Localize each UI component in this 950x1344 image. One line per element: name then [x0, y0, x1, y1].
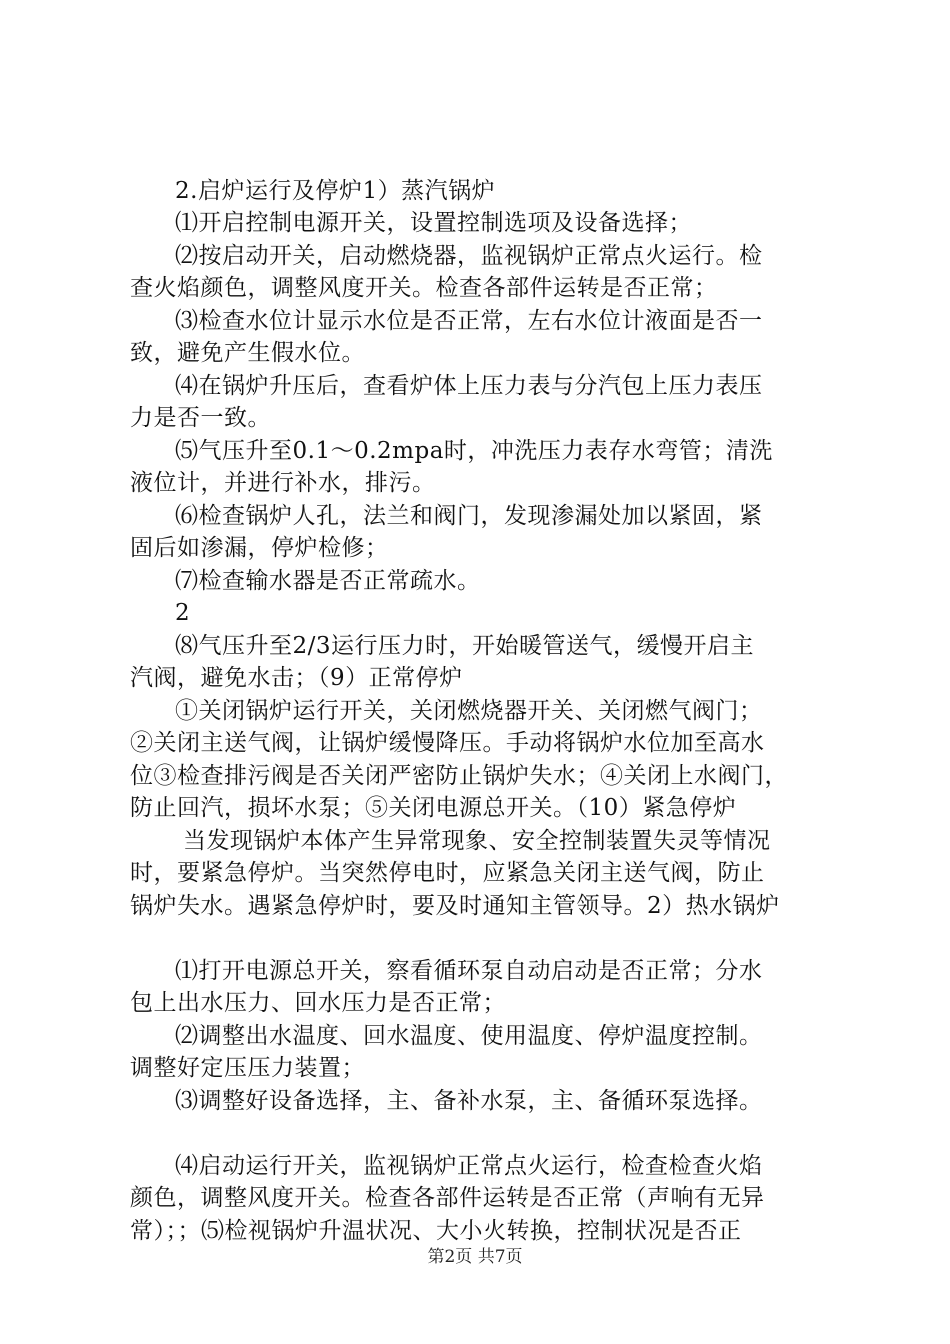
text-line: ⑶检查水位计显示水位是否正常，左右水位计液面是否一 — [175, 308, 763, 334]
text-line: 颜色，调整风度开关。检查各部件运转是否正常（声响有无异 — [130, 1185, 765, 1211]
text-line: ⑷在锅炉升压后，查看炉体上压力表与分汽包上压力表压 — [175, 373, 763, 399]
page-footer: 第2页 共7页 — [427, 1247, 523, 1267]
text-line: 防止回汽，损坏水泵；⑤关闭电源总开关。（10）紧急停炉 — [130, 795, 737, 821]
text-line: ⑸气压升至0.1～0.2mpa时，冲洗压力表存水弯管；清洗 — [175, 438, 773, 464]
text-line: ⑻气压升至2/3运行压力时，开始暖管送气，缓慢开启主 — [175, 633, 755, 659]
text-line: 致，避免产生假水位。 — [130, 340, 365, 366]
text-line: 包上出水压力、回水压力是否正常； — [130, 990, 506, 1016]
text-line: ⑴开启控制电源开关，设置控制选项及设备选择； — [175, 210, 692, 236]
text-line: 汽阀，避免水击；（9）正常停炉 — [130, 665, 463, 691]
text-line: 当发现锅炉本体产生异常现象、安全控制装置失灵等情况 — [183, 828, 771, 854]
text-line: ⑺检查输水器是否正常疏水。 — [175, 568, 481, 594]
text-line: ②关闭主送气阀，让锅炉缓慢降压。手动将锅炉水位加至高水 — [130, 730, 765, 756]
text-line: 力是否一致。 — [130, 405, 271, 431]
text-line: 调整好定压压力装置； — [130, 1055, 365, 1081]
text-line: ⑵按启动开关，启动燃烧器，监视锅炉正常点火运行。检 — [175, 243, 763, 269]
text-line: 查火焰颜色，调整风度开关。检查各部件运转是否正常； — [130, 275, 718, 301]
text-line: ⑵调整出水温度、回水温度、使用温度、停炉温度控制。 — [175, 1023, 763, 1049]
text-line: 2 — [175, 600, 191, 626]
text-line: 锅炉失水。遇紧急停炉时，要及时通知主管领导。2）热水锅炉 — [130, 893, 780, 919]
text-line: ⑴打开电源总开关，察看循环泵自动启动是否正常；分水 — [175, 958, 763, 984]
text-line: 固后如渗漏，停炉检修； — [130, 535, 389, 561]
text-line: ⑷启动运行开关，监视锅炉正常点火运行，检查检查火焰 — [175, 1153, 763, 1179]
text-line: 常）；；⑸检视锅炉升温状况、大小火转换，控制状况是否正 — [130, 1218, 742, 1244]
section-heading: 2.启炉运行及停炉1）蒸汽锅炉 — [175, 178, 496, 204]
text-line: ⑶调整好设备选择，主、备补水泵，主、备循环泵选择。 — [175, 1088, 763, 1114]
text-line: 液位计，并进行补水，排污。 — [130, 470, 436, 496]
text-line: ⑹检查锅炉人孔，法兰和阀门，发现渗漏处加以紧固，紧 — [175, 503, 763, 529]
text-line: 位③检查排污阀是否关闭严密防止锅炉失水；④关闭上水阀门， — [130, 763, 788, 789]
text-line: ①关闭锅炉运行开关，关闭燃烧器开关、关闭燃气阀门； — [175, 698, 763, 724]
text-line: 时，要紧急停炉。当突然停电时，应紧急关闭主送气阀，防止 — [130, 860, 765, 886]
